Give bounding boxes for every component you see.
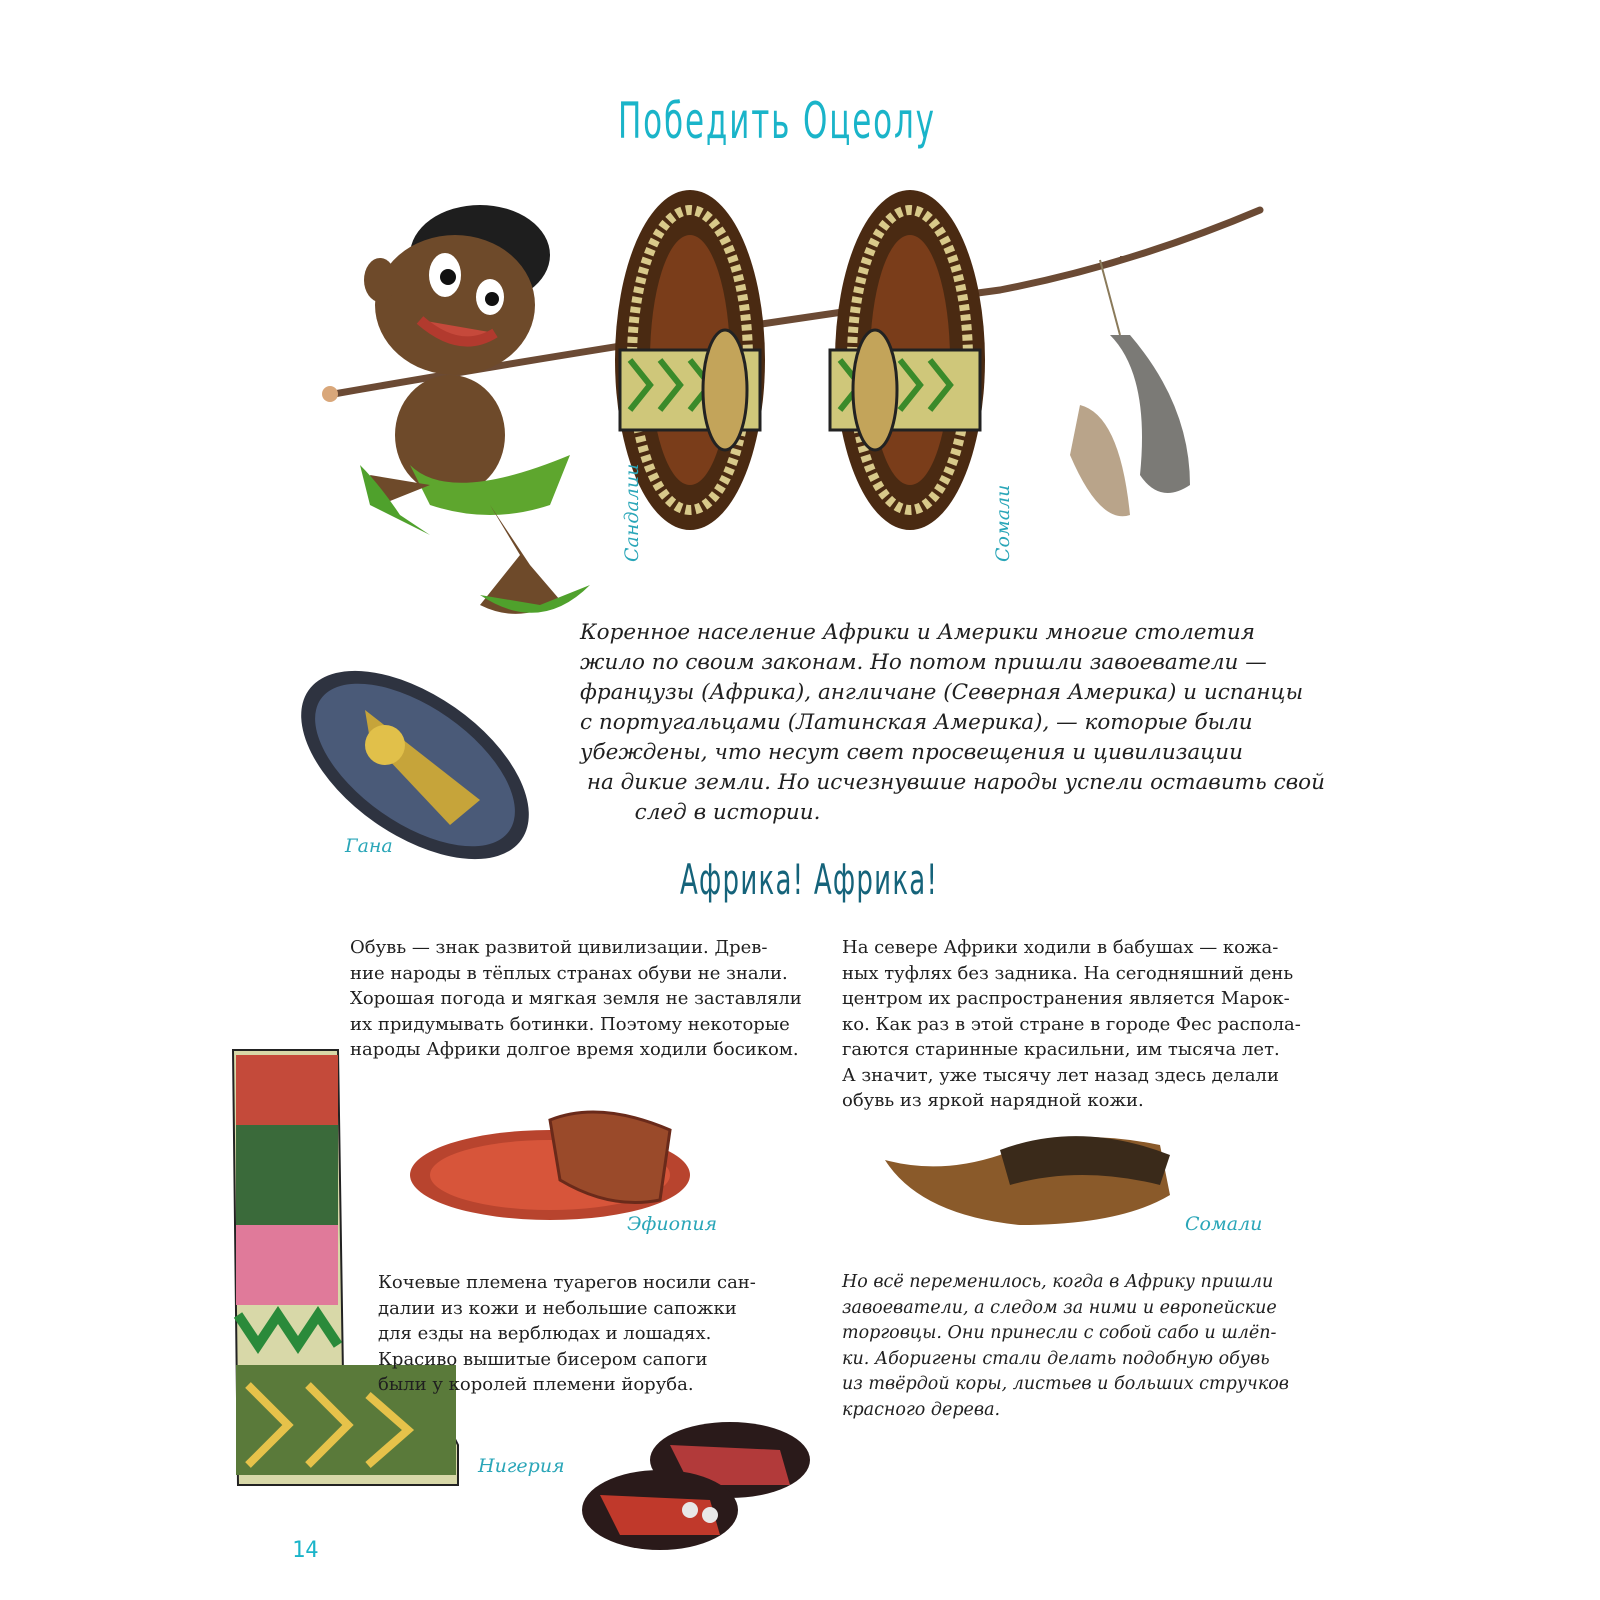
somali-slipper-illustration: [880, 1125, 1180, 1245]
page-title: Победить Оцеолу: [618, 92, 936, 150]
section-heading: Африка! Африка!: [680, 855, 939, 904]
ghana-sandal-illustration: [280, 650, 550, 880]
caption-somali: Сомали: [1185, 1213, 1263, 1235]
caption-nigeria: Нигерия: [478, 1455, 565, 1477]
caption-ethiopia: Эфиопия: [627, 1213, 718, 1235]
pods-illustration: [1040, 255, 1220, 535]
left-column-paragraph-2: Кочевые племена туарегов носили сан- далии из кожи и небольшие сапожки для езды на верблюдах и лошадях. Красиво вышитые бисером сапоги были у королей племени йоруба.: [378, 1272, 756, 1395]
intro-paragraph: Коренное население Африки и Америки многие столетия жило по своим законам. Но потом пришли завоеватели — французы (Африка), англичане (Северная Америка) и испанцы с португальцами (Латинская Америка), — которые были убеждены, что несут свет просвещения и цивилизации на дикие земли. Но исчезнувшие народы успели оставить свой след в истории.: [580, 620, 1325, 825]
caption-ghana: Гана: [345, 835, 393, 857]
left-column-paragraph-1: Обувь — знак развитой цивилизации. Древ- ние народы в тёплых странах обуви не знали. Хорошая погода и мягкая земля не заставляли их придумывать ботинки. Поэтому некоторые народы Африки долгое время ходили босиком.: [350, 937, 802, 1060]
embroidered-shoes-illustration: [580, 1415, 810, 1555]
right-column-paragraph-2: Но всё переменилось, когда в Африку пришли завоеватели, а следом за ними и европейские торговцы. Они принесли с собой сабо и шлёп- ки. Аборигены стали делать подобную обувь из твёрдой коры, листьев и больших стручков красного дерева.: [842, 1272, 1289, 1420]
sandals-illustration: [610, 185, 990, 565]
page-number: 14: [292, 1538, 319, 1563]
caption-sandals-left: Сандалии: [621, 463, 643, 562]
caption-sandals-right: Сомали: [992, 484, 1014, 562]
character-illustration: [340, 205, 620, 635]
right-column-paragraph-1: На севере Африки ходили в бабушах — кожа- ных туфлях без задника. На сегодняшний день центром их распространения является Марок- ко. Как раз в этой стране в городе Фес распола- гаются старинные красильни, им тысяча лет. А значит, уже тысячу лет назад здесь делали обувь из яркой нарядной кожи.: [842, 937, 1301, 1111]
